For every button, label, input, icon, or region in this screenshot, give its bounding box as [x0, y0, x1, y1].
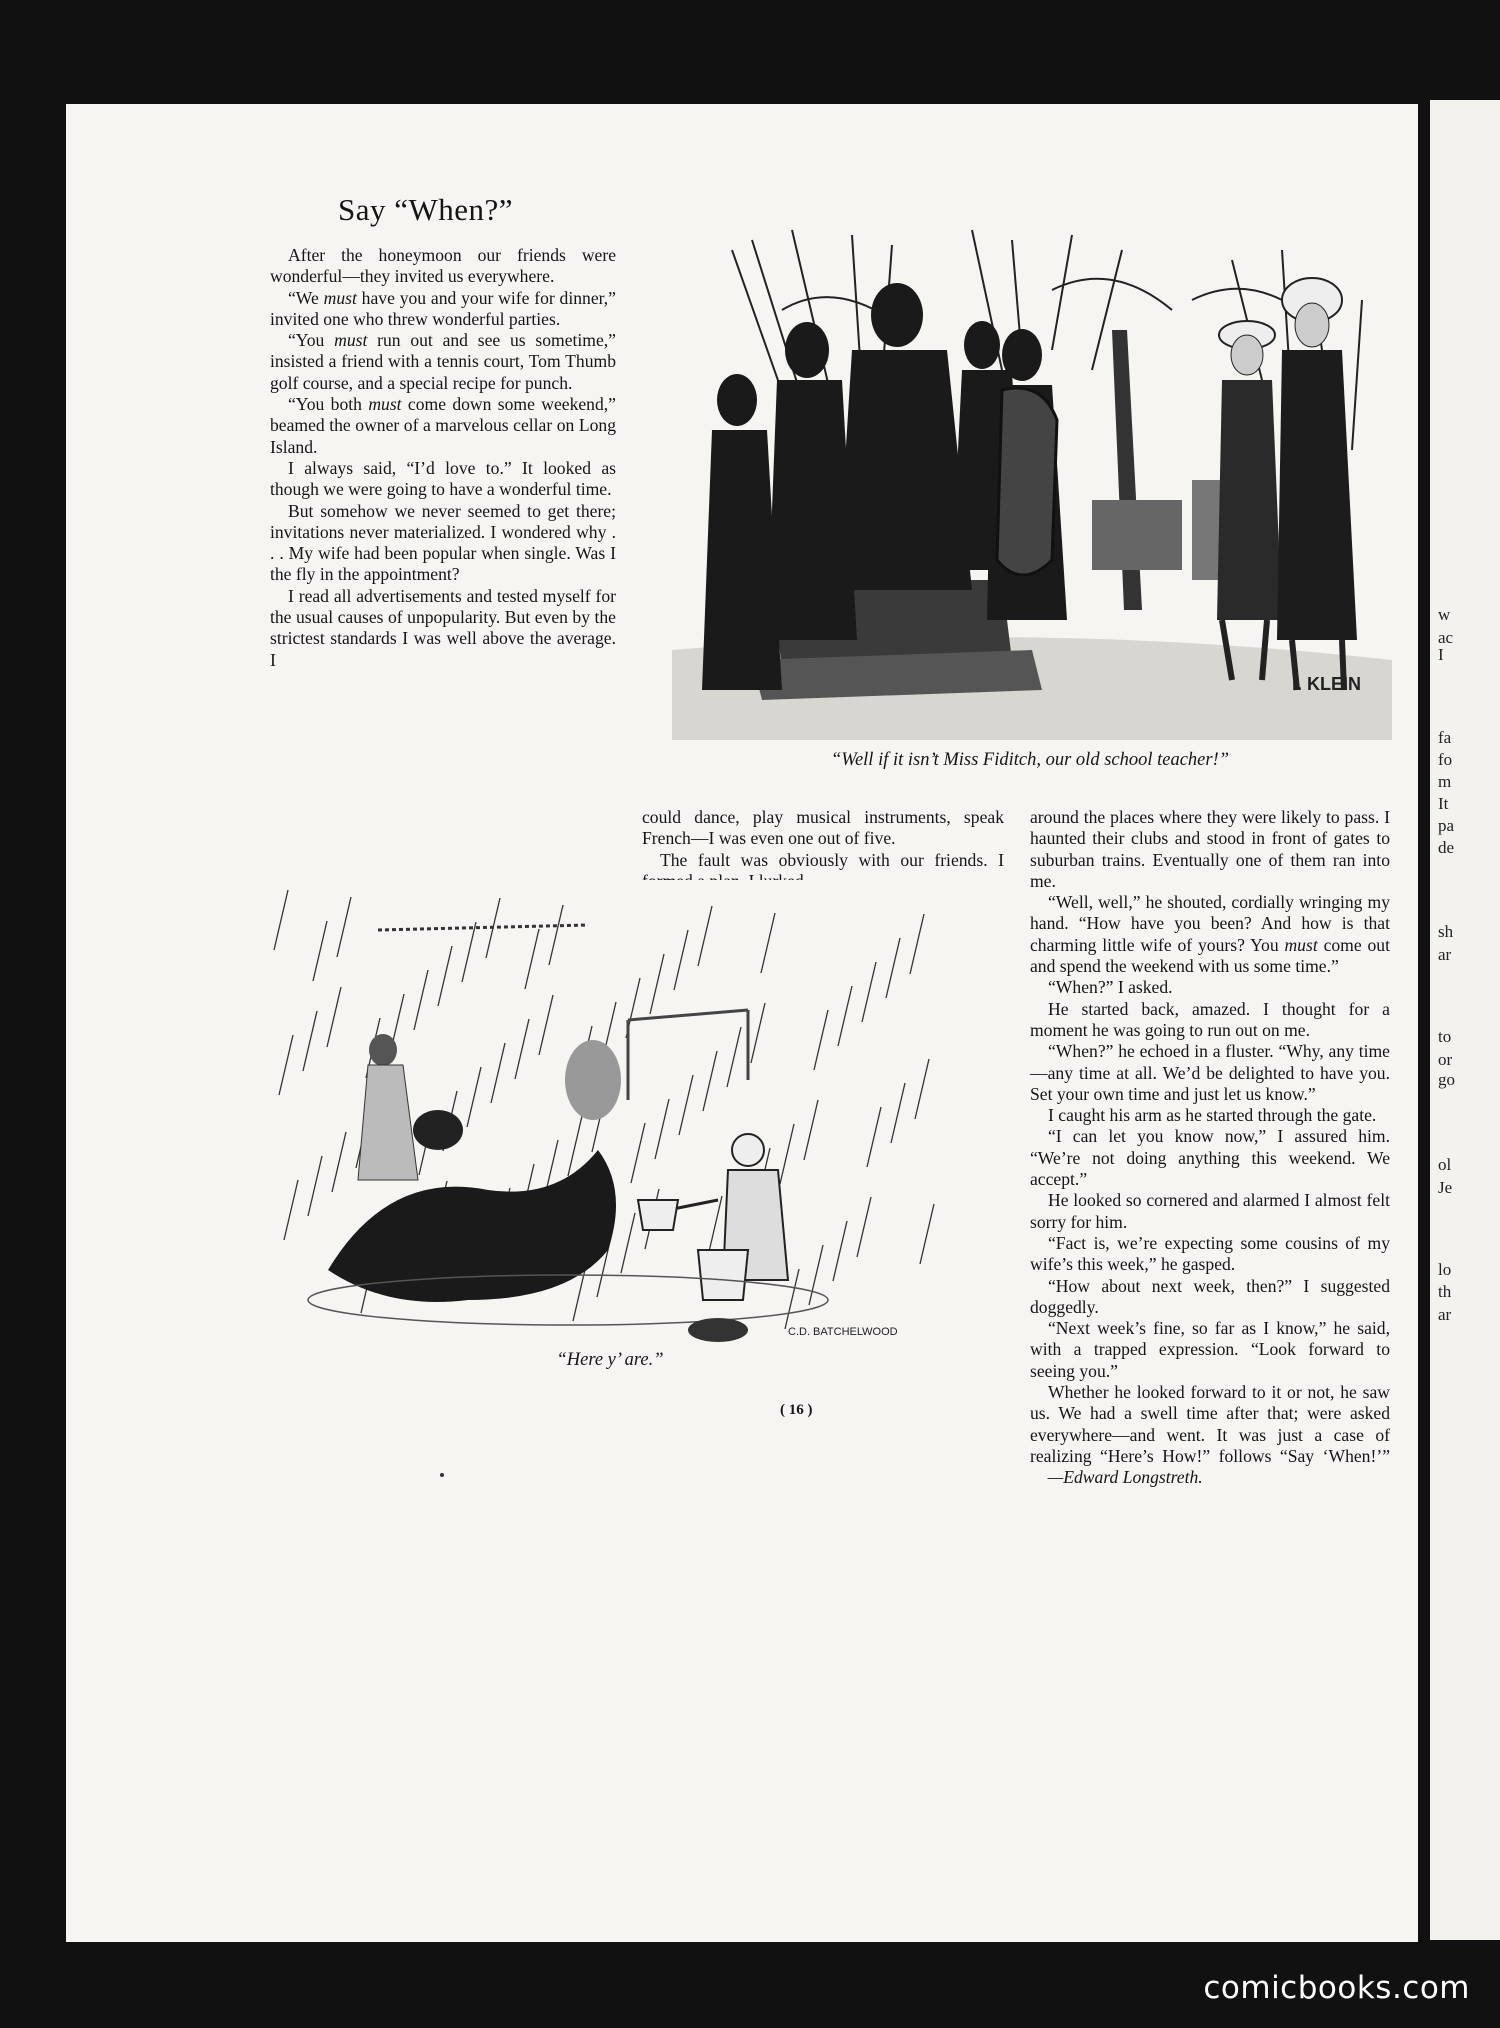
paragraph: “I can let you know now,” I assured him. “We’re not doing anything this weekend. We accept.” [1030, 1126, 1390, 1190]
facing-page-fragment: It [1438, 794, 1449, 813]
paragraph: Whether he looked forward to it or not, he saw us. We had a swell time after that; were asked everywhere—and went. It was just a case of realizing “Here’s How!” follows “Say ‘When!’” —Edward Longstreth. [1030, 1382, 1390, 1488]
article-column-3 [1030, 807, 1390, 1489]
paragraph: “When?” he echoed in a fluster. “Why, any time—any time at all. We’d be delighted to have you. Set your own time and just let us know.” [1030, 1041, 1390, 1104]
paragraph: could dance, play musical instruments, speak French—I was even one out of five. [642, 807, 1004, 849]
watermark-text: comicbooks.com [1203, 1970, 1470, 2006]
facing-page-fragment: ar [1438, 945, 1452, 964]
cartoon2-signature: C.D. BATCHELWOOD [788, 1326, 898, 1338]
page-number: ( 16 ) [780, 1402, 813, 1418]
article-title: Say “When?” [338, 192, 514, 227]
adjacent-page-edge [1430, 100, 1500, 1940]
paragraph: “How about next week, then?” I suggested doggedly. [1030, 1275, 1390, 1317]
facing-page-fragment: I [1438, 645, 1444, 664]
facing-page-fragment: de [1438, 838, 1455, 857]
paragraph: I read all advertisements and tested myself for the usual causes of unpopularity. But even by the strictest standards I was well above the average. I [270, 585, 616, 670]
facing-page-fragment: m [1438, 772, 1452, 791]
paragraph: I caught his arm as he started through the gate. [1048, 1105, 1377, 1126]
facing-page-fragment: lo [1438, 1260, 1452, 1279]
facing-page-fragment: ar [1438, 1305, 1452, 1324]
paragraph: “Fact is, we’re expecting some cousins of my wife’s this week,” he gasped. [1030, 1232, 1390, 1275]
cartoon1-caption: “Well if it isn’t Miss Fiditch, our old school teacher!” [830, 750, 1230, 770]
facing-page-fragment: th [1438, 1282, 1452, 1301]
facing-page-fragment: ol [1438, 1155, 1452, 1174]
paragraph: But somehow we never seemed to get there; invitations never materialized. I wondered why . . . My wife had been popular when single. Was I the fly in the appointment? [270, 500, 616, 585]
cartoon2-caption: “Here y’ are.” [556, 1350, 664, 1370]
facing-page-fragment: go [1438, 1070, 1455, 1089]
paragraph: “You must run out and see us sometime,” insisted a friend with a tennis court, Tom Thumb golf course, and a special recipe for punch. [270, 330, 616, 393]
facing-page-fragment: w [1438, 605, 1451, 624]
paragraph: around the places where they were likely to pass. I haunted their clubs and stood in front of gates to suburban trains. Eventually one of them ran into me. [1030, 807, 1390, 891]
paragraph: He started back, amazed. I thought for a moment he was going to run out on me. [1030, 998, 1390, 1040]
paragraph: The fault was obviously with our friends. I [660, 849, 1004, 870]
cartoon-jungle-illustration [672, 220, 1392, 740]
paragraph: “Next week’s fine, so far as I know,” he said, with a trapped expression. “Look forward to seeing you.” [1030, 1318, 1390, 1381]
facing-page-fragment: fo [1438, 750, 1453, 769]
paragraph: “You both must come down some weekend,” beamed the owner of a marvelous cellar on Long Island. [270, 394, 616, 457]
paragraph: “Well, well,” he shouted, cordially wringing my hand. “How have you been? And how is that charming little wife of yours? You must come out and spend the weekend with us some time.” [1030, 892, 1390, 977]
cartoon-rain-illustration [268, 880, 968, 1350]
paragraph: He looked so cornered and alarmed I almost felt sorry for him. [1030, 1190, 1390, 1232]
facing-page-fragment: sh [1438, 922, 1454, 941]
paragraph: After the honeymoon our friends were wonderful—they invited us everywhere. [270, 245, 616, 287]
facing-page-fragment: ac [1438, 628, 1454, 647]
facing-page-fragment: fa [1438, 728, 1452, 747]
paragraph: “When?” I asked. [1048, 977, 1173, 998]
article-column-1 [270, 245, 616, 671]
facing-page-fragment: pa [1438, 816, 1455, 835]
speck [440, 1473, 444, 1477]
facing-page-fragment: or [1438, 1050, 1453, 1069]
facing-page-fragment: Je [1438, 1178, 1453, 1197]
cartoon1-signature: I. KLEIN [1292, 674, 1362, 694]
paragraph: “We must have you and your wife for dinner,” invited one who threw wonderful parties. [270, 287, 616, 329]
facing-page-fragment: to [1438, 1027, 1452, 1046]
paragraph: I always said, “I’d love to.” It looked as though we were going to have a wonderful time. [270, 457, 616, 500]
